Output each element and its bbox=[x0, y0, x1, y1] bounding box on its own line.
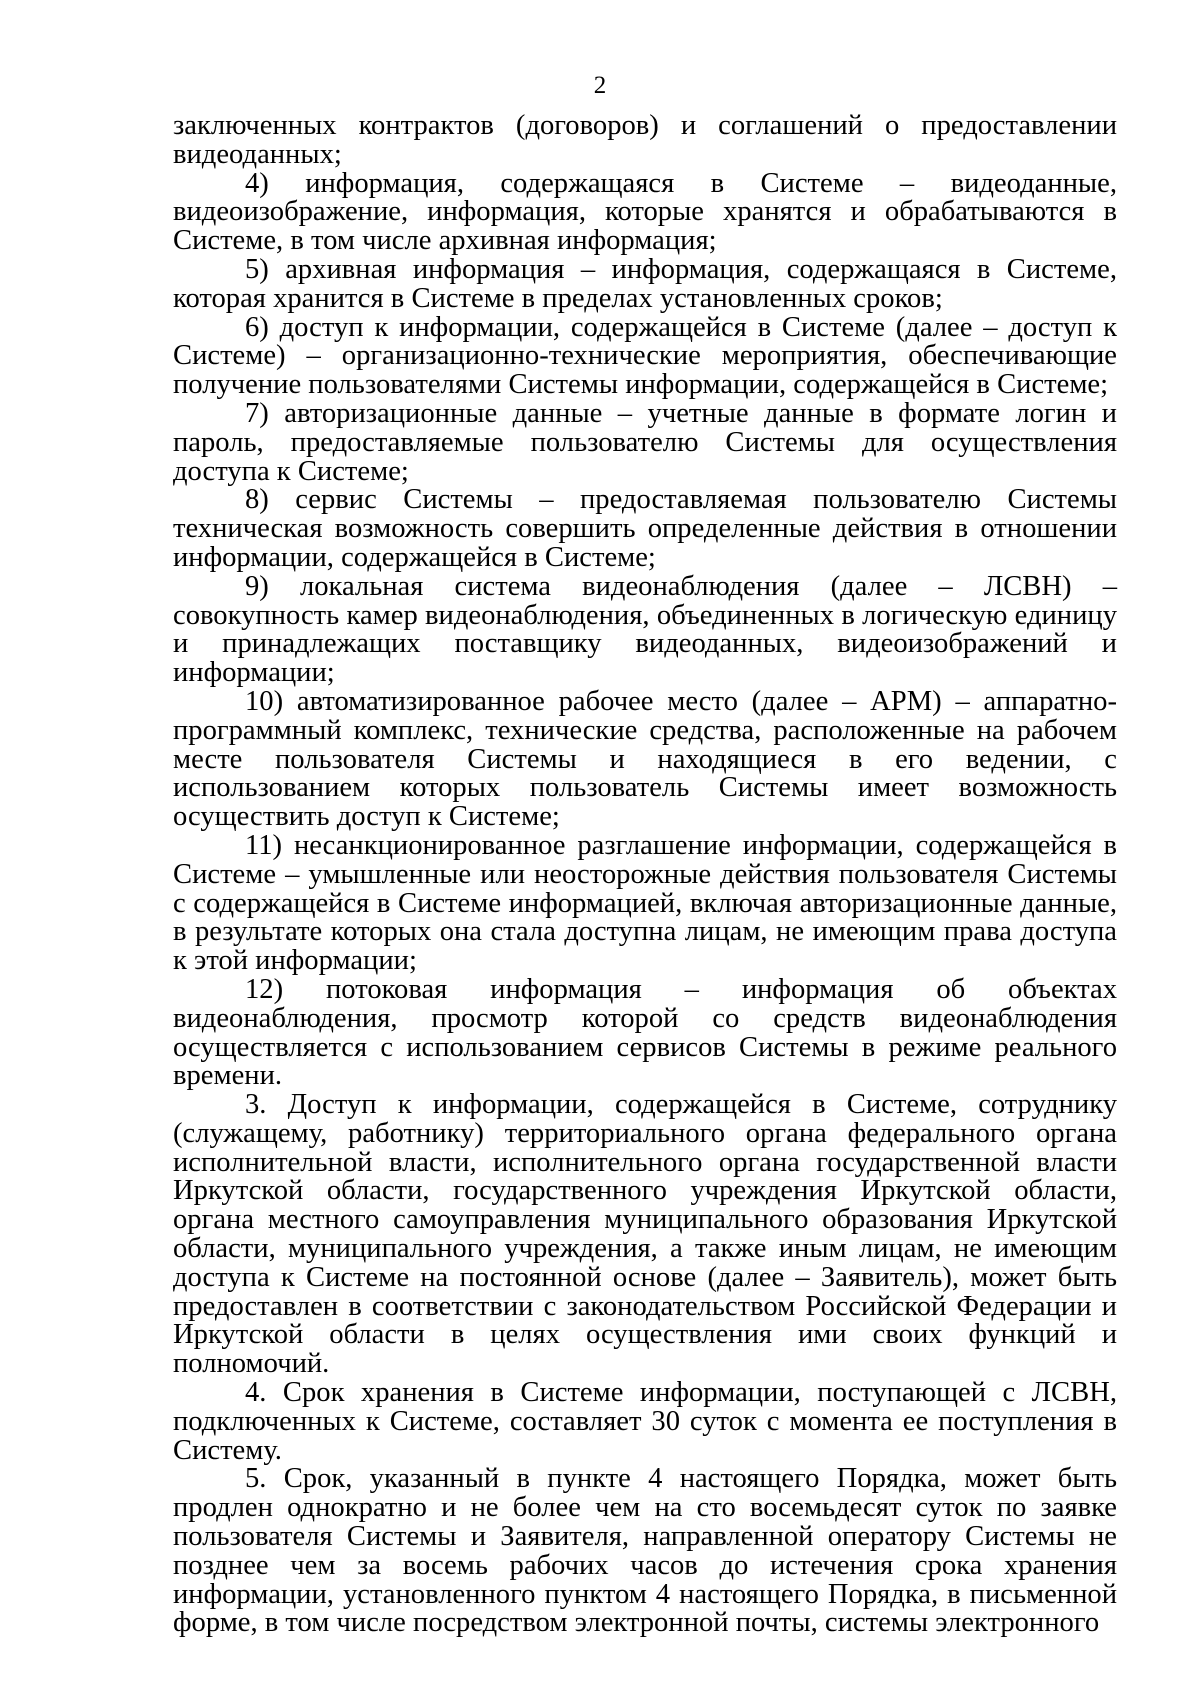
paragraph-item-7: 7) авторизационные данные – учетные данные в формате логин и пароль, предоставляемые пользователю Системы для осуществления доступа к Системе; bbox=[173, 397, 1117, 487]
paragraph-item-5: 5) архивная информация – информация, содержащаяся в Системе, которая хранится в Системе в пределах установленных сроков; bbox=[173, 253, 1117, 314]
paragraph-item-12: 12) потоковая информация – информация об объектах видеонаблюдения, просмотр которой со средств видеонаблюдения осуществляется с использованием сервисов Системы в режиме реального времени. bbox=[173, 973, 1117, 1092]
paragraph-item-9: 9) локальная система видеонаблюдения (далее – ЛСВН) – совокупность камер видеонаблюдения, объединенных в логическую единицу и принадлежащих поставщику видеоданных, видеоизображений и информации; bbox=[173, 570, 1117, 689]
paragraph-section-5: 5. Срок, указанный в пункте 4 настоящего Порядка, может быть продлен однократно и не более чем на сто восемьдесят суток по заявке пользователя Системы и Заявителя, направленной оператору Системы не позднее чем за восемь рабочих часов до истечения срока хранения информации, установленного пунктом 4 настоящего Порядка, в письменной форме, в том числе посредством электронной почты, системы электронного bbox=[173, 1463, 1117, 1639]
paragraph-continuation: заключенных контрактов (договоров) и соглашений о предоставлении видеоданных; bbox=[173, 110, 1117, 170]
page-number: 2 bbox=[593, 72, 607, 99]
document-body bbox=[173, 112, 1117, 1638]
paragraph-item-4: 4) информация, содержащаяся в Системе – видеоданные, видеоизображение, информация, которые хранятся и обрабатываются в Системе, в том числе архивная информация; bbox=[173, 167, 1117, 257]
paragraph-item-11: 11) несанкционированное разглашение информации, содержащейся в Системе – умышленные или неосторожные действия пользователя Системы с содержащейся в Системе информацией, включая авторизационные данные, в результате которых она стала доступна лицам, не имеющим права доступа к этой информации; bbox=[173, 829, 1117, 977]
paragraph-section-4: 4. Срок хранения в Системе информации, поступающей с ЛСВН, подключенных к Системе, составляет 30 суток с момента ее поступления в Систему. bbox=[173, 1377, 1117, 1466]
paragraph-item-8: 8) сервис Системы – предоставляемая пользователю Системы техническая возможность совершить определенные действия в отношении информации, содержащейся в Системе; bbox=[173, 484, 1117, 573]
paragraph-section-3: 3. Доступ к информации, содержащейся в Системе, сотруднику (служащему, работнику) территориального органа федерального органа исполнительной власти, исполнительного органа государственной власти Иркутской области, государственного учреждения Иркутской области, органа местного самоуправления муниципального образования Иркутской области, муниципального учреждения, а также иным лицам, не имеющим доступа к Системе на постоянной основе (далее – Заявитель), может быть предоставлен в соответствии с законодательством Российской Федерации и Иркутской области в целях осуществления ими своих функций и полномочий. bbox=[173, 1089, 1117, 1380]
paragraph-item-10: 10) автоматизированное рабочее место (далее – АРМ) – аппаратно-программный комплекс, технические средства, расположенные на рабочем месте пользователя Системы и находящиеся в его ведении, с использованием которых пользователь Системы имеет возможность осуществить доступ к Системе; bbox=[173, 685, 1117, 833]
paragraph-item-6: 6) доступ к информации, содержащейся в Системе (далее – доступ к Системе) – организационно-технические мероприятия, обеспечивающие получение пользователями Системы информации, содержащейся в Системе; bbox=[173, 311, 1117, 401]
